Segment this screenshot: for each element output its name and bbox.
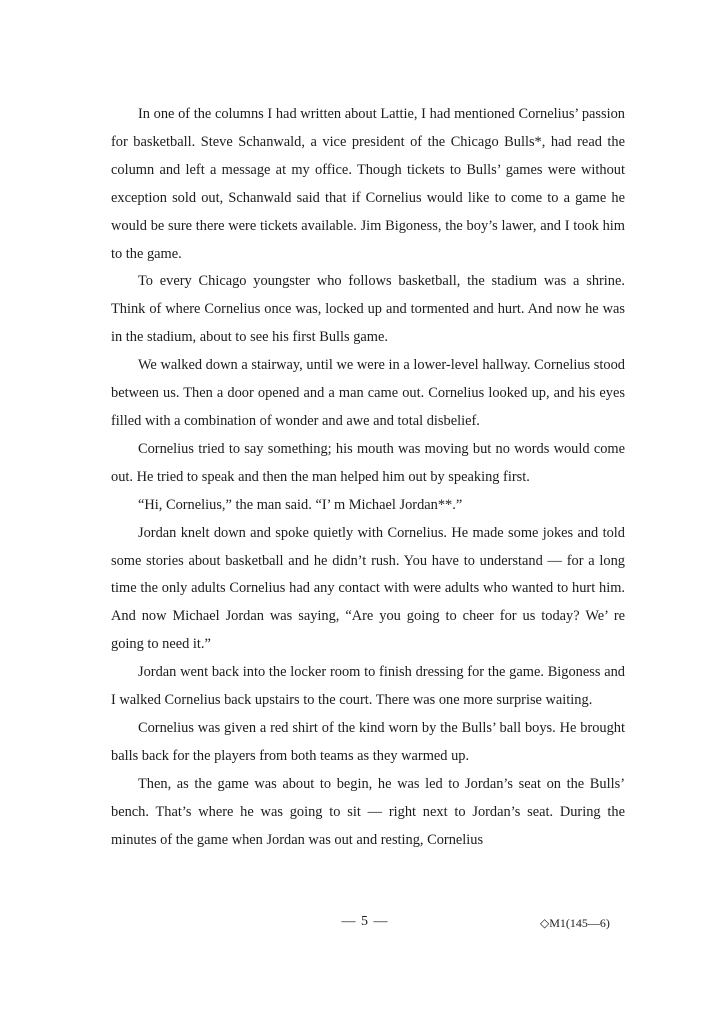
paragraph-2: To every Chicago youngster who follows basketball, the stadium was a shrine. Think of where Cornelius once was, locked up and tormented and hurt. And now he was in the stadium, about to see his first Bulls game. xyxy=(111,273,625,346)
paragraph-8: Cornelius was given a red shirt of the kind worn by the Bulls’ ball boys. He brought balls back for the players from both teams as they warmed up. xyxy=(111,719,625,764)
paragraph-4: Cornelius tried to say something; his mouth was moving but no words would come out. He tried to speak and then the man helped him out by speaking first. xyxy=(111,440,625,485)
paragraph-5: “Hi, Cornelius,” the man said. “I’ m Michael Jordan**.” xyxy=(138,496,463,513)
page-number: — 5 — xyxy=(341,914,389,929)
paragraph-9: Then, as the game was about to begin, he was led to Jordan’s seat on the Bulls’ bench. That’s where he was going to sit — right next to Jordan’s seat. During the minutes of the game when Jordan was out and resting, Cornelius xyxy=(111,775,625,848)
paragraph-6: Jordan knelt down and spoke quietly with Cornelius. He made some jokes and told some stories about basketball and he didn’t rush. You have to understand — for a long time the only adults Cornelius had any contact with were adults who wanted to hurt him. And now Michael Jordan was saying, “Are you going to cheer for us today? We’ re going to need it.” xyxy=(111,524,625,653)
exam-code: ◇M1(145—6) xyxy=(540,916,610,930)
paragraph-7: Jordan went back into the locker room to finish dressing for the game. Bigoness and I walked Cornelius back upstairs to the court. There was one more surprise waiting. xyxy=(111,664,625,709)
paragraph-3: We walked down a stairway, until we were in a lower-level hallway. Cornelius stood between us. Then a door opened and a man came out. Cornelius looked up, and his eyes filled with a combination of wonder and awe and total disbelief. xyxy=(111,357,625,429)
paragraph-1: In one of the columns I had written about Lattie, I had mentioned Cornelius’ passion for basketball. Steve Schanwald, a vice president of the Chicago Bulls*, had read the column and left a message at my office. Though tickets to Bulls’ games were without exception sold out, Schanwald said that if Cornelius would like to come to a game he would be sure there were tickets available. Jim Bigoness, the boy’s lawer, and I took him to the game. xyxy=(111,106,625,262)
body-text xyxy=(111,101,625,854)
